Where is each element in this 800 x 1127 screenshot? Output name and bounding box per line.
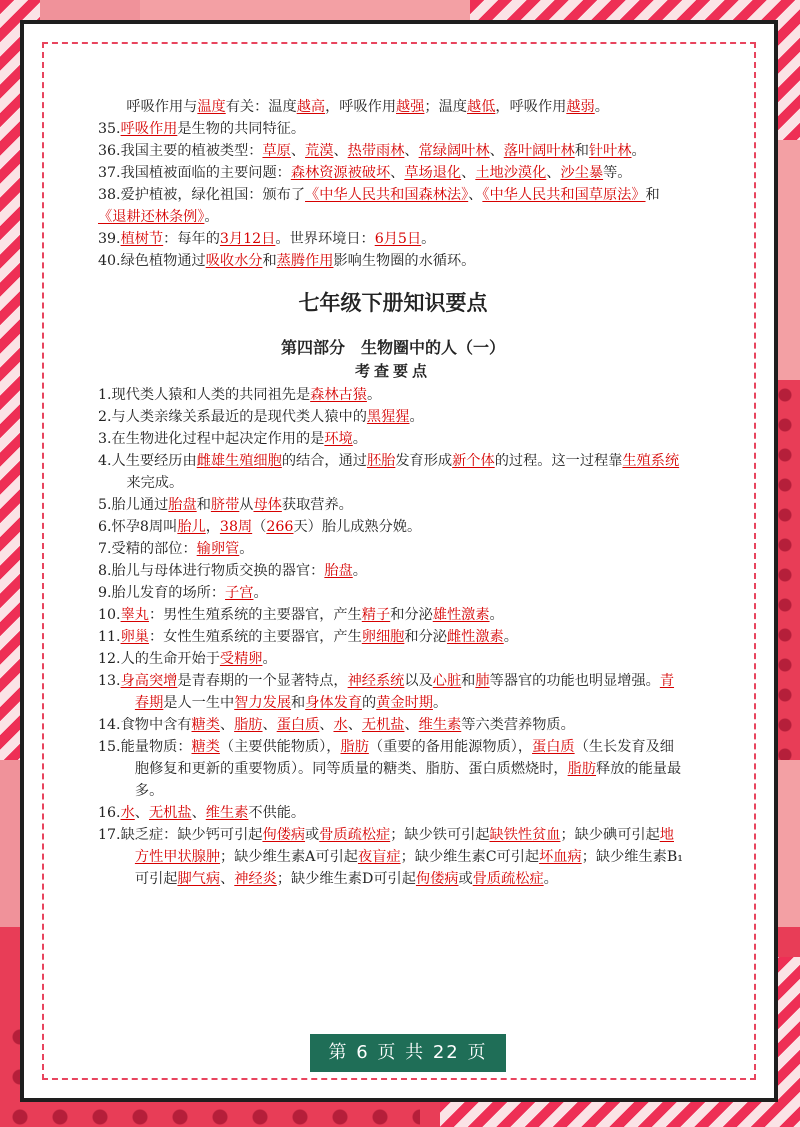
answer: 脐带 xyxy=(210,497,240,513)
line-37: 37.我国植被面临的主要问题：森林资源被破坏、草场退化、土地沙漠化、沙尘暴等。 xyxy=(98,165,632,181)
answer: 雄性激素 xyxy=(432,607,490,623)
answer: 脂肪 xyxy=(567,761,597,777)
answer: 维生素 xyxy=(205,805,249,821)
answer: 植树节 xyxy=(120,231,164,247)
item-7: 7.受精的部位：输卵管。 xyxy=(98,541,254,557)
answer: 糖类 xyxy=(191,717,220,733)
answer: 落叶阔叶林 xyxy=(503,143,575,159)
answer: 胚胎 xyxy=(366,453,396,469)
answer: 越弱 xyxy=(566,99,595,115)
answer: 神经炎 xyxy=(234,871,277,887)
answer: 《中华人民共和国草原法》 xyxy=(482,187,646,203)
item-5: 5.胎儿通过胎盘和脐带从母体获取营养。 xyxy=(98,497,353,513)
section-title: 七年级下册知识要点 xyxy=(298,291,488,315)
answer: 夜盲症 xyxy=(357,849,401,865)
answer: 脚气病 xyxy=(177,871,221,887)
answer: 蛋白质 xyxy=(276,717,320,733)
line-38: 38.爱护植被，绿化祖国：颁布了《中华人民共和国森林法》、《中华人民共和国草原法》和《退耕还林条例》。 xyxy=(98,187,660,225)
answer: 坏血病 xyxy=(539,849,582,865)
answer: 草场退化 xyxy=(404,165,462,181)
answer: 新个体 xyxy=(452,453,495,469)
line-34: 呼吸作用与温度有关：温度越高，呼吸作用越强；温度越低，呼吸作用越弱。 xyxy=(126,99,609,115)
answer: 雌性激素 xyxy=(446,629,504,645)
answer: 糖类 xyxy=(191,739,220,755)
answer: 水 xyxy=(333,717,348,733)
item-8: 8.胎儿与母体进行物质交换的器官：胎盘。 xyxy=(98,563,367,579)
answer: 受精卵 xyxy=(219,651,263,667)
answer: 越高 xyxy=(296,99,326,115)
item-17: 17.缺乏症：缺少钙可引起佝偻病或骨质疏松症；缺少铁可引起缺铁性贫血；缺少碘可引起地方性甲状腺肿；缺少维生素A可引起夜盲症；缺少维生素C可引起坏血病；缺少维生素B₁可引起脚气病、神经炎；缺少维生素D可引起佝偻病或骨质疏松症。 xyxy=(98,827,683,887)
answer: 环境 xyxy=(324,431,353,447)
item-11: 11.卵巢：女性生殖系统的主要器官，产生卵细胞和分泌雌性激素。 xyxy=(98,629,518,645)
answer: 缺铁性贫血 xyxy=(489,827,561,843)
answer: 越强 xyxy=(396,99,425,115)
answer: 水 xyxy=(120,805,135,821)
answer: 身高突增 xyxy=(120,673,178,689)
page-number-badge: 第 6 页 共 22 页 xyxy=(310,1034,506,1072)
answer: 38周 xyxy=(219,519,253,535)
answer: 蛋白质 xyxy=(532,739,575,755)
answer: 卵巢 xyxy=(120,629,149,645)
answer: 土地沙漠化 xyxy=(475,165,547,181)
answer: 佝偻病 xyxy=(262,827,306,843)
answer: 3月12日 xyxy=(219,231,276,247)
answer: 脂肪 xyxy=(234,717,263,733)
answer: 地方性甲状腺肿 xyxy=(134,827,674,865)
answer: 肺 xyxy=(475,673,490,689)
item-10: 10.睾丸：男性生殖系统的主要器官，产生精子和分泌雄性激素。 xyxy=(98,607,504,623)
answer: 无机盐 xyxy=(148,805,192,821)
answer: 《退耕还林条例》 xyxy=(98,209,205,225)
answer: 输卵管 xyxy=(196,541,240,557)
answer: 沙尘暴 xyxy=(560,165,604,181)
item-13: 13.身高突增是青春期的一个显著特点，神经系统以及心脏和肺等器官的功能也明显增强。青春期是人一生中智力发展和身体发育的黄金时期。 xyxy=(98,673,675,711)
answer: 《中华人民共和国森林法》 xyxy=(305,187,469,203)
answer: 骨质疏松症 xyxy=(319,827,391,843)
answer: 胎盘 xyxy=(324,563,353,579)
answer: 胎盘 xyxy=(168,497,197,513)
line-40: 40.绿色植物通过吸收水分和蒸腾作用影响生物圈的水循环。 xyxy=(98,253,476,269)
answer: 越低 xyxy=(467,99,496,115)
answer: 生殖系统 xyxy=(622,453,680,469)
item-14: 14.食物中含有糖类、脂肪、蛋白质、水、无机盐、维生素等六类营养物质。 xyxy=(98,717,575,733)
answer: 6月5日 xyxy=(374,231,422,247)
answer: 吸收水分 xyxy=(205,253,263,269)
answer: 温度 xyxy=(197,99,226,115)
answer: 卵细胞 xyxy=(361,629,405,645)
answer: 胎儿 xyxy=(177,519,206,535)
answer: 青春期 xyxy=(134,673,675,711)
answer: 针叶林 xyxy=(588,143,632,159)
answer: 黄金时期 xyxy=(376,695,433,711)
answer: 草原 xyxy=(262,143,291,159)
item-3: 3.在生物进化过程中起决定作用的是环境。 xyxy=(98,431,367,447)
answer: 森林古猿 xyxy=(310,387,367,403)
item-4: 4.人生要经历由雌雄生殖细胞的结合，通过胚胎发育形成新个体的过程。这一过程靠生殖系统来完成。 xyxy=(98,453,680,491)
answer: 森林资源被破坏 xyxy=(290,165,391,181)
answer: 佝偻病 xyxy=(415,871,459,887)
answer: 母体 xyxy=(253,497,282,513)
answer: 黑猩猩 xyxy=(366,409,410,425)
item-15: 15.能量物质：糖类（主要供能物质），脂肪（重要的备用能源物质），蛋白质（生长发育及细胞修复和更新的重要物质）。同等质量的糖类、脂肪、蛋白质燃烧时，脂肪释放的能量最多。 xyxy=(98,739,682,799)
answer: 脂肪 xyxy=(340,739,369,755)
answer: 热带雨林 xyxy=(347,143,405,159)
item-2: 2.与人类亲缘关系最近的是现代类人猿中的黑猩猩。 xyxy=(98,409,424,425)
answer: 神经系统 xyxy=(347,673,405,689)
line-39: 39.植树节：每年的3月12日。世界环境日：6月5日。 xyxy=(98,231,436,247)
line-35: 35.呼吸作用是生物的共同特征。 xyxy=(98,121,306,137)
answer: 蒸腾作用 xyxy=(276,253,334,269)
part-title: 第四部分 生物圈中的人（一） xyxy=(280,338,505,357)
document-content xyxy=(98,96,688,890)
sub-title: 考查要点 xyxy=(354,362,431,380)
answer: 荒漠 xyxy=(305,143,334,159)
answer: 骨质疏松症 xyxy=(472,871,544,887)
answer: 呼吸作用 xyxy=(120,121,178,137)
answer: 雌雄生殖细胞 xyxy=(196,453,282,469)
item-6: 6.怀孕8周叫胎儿，38周（266天）胎儿成熟分娩。 xyxy=(98,519,422,535)
answer: 子宫 xyxy=(225,585,254,601)
line-36: 36.我国主要的植被类型：草原、荒漠、热带雨林、常绿阔叶林、落叶阔叶林和针叶林。 xyxy=(98,143,646,159)
item-9: 9.胎儿发育的场所：子宫。 xyxy=(98,585,268,601)
item-16: 16.水、无机盐、维生素不供能。 xyxy=(98,805,306,821)
answer: 无机盐 xyxy=(361,717,405,733)
answer: 维生素 xyxy=(418,717,462,733)
answer: 精子 xyxy=(361,607,391,623)
item-1: 1.现代类人猿和人类的共同祖先是森林古猿。 xyxy=(98,387,382,403)
answer: 睾丸 xyxy=(120,607,149,623)
answer: 智力发展 xyxy=(234,695,292,711)
item-12: 12.人的生命开始于受精卵。 xyxy=(98,651,277,667)
answer: 心脏 xyxy=(432,673,462,689)
answer: 266 xyxy=(266,519,294,535)
answer: 身体发育 xyxy=(305,695,362,711)
answer: 常绿阔叶林 xyxy=(418,143,490,159)
